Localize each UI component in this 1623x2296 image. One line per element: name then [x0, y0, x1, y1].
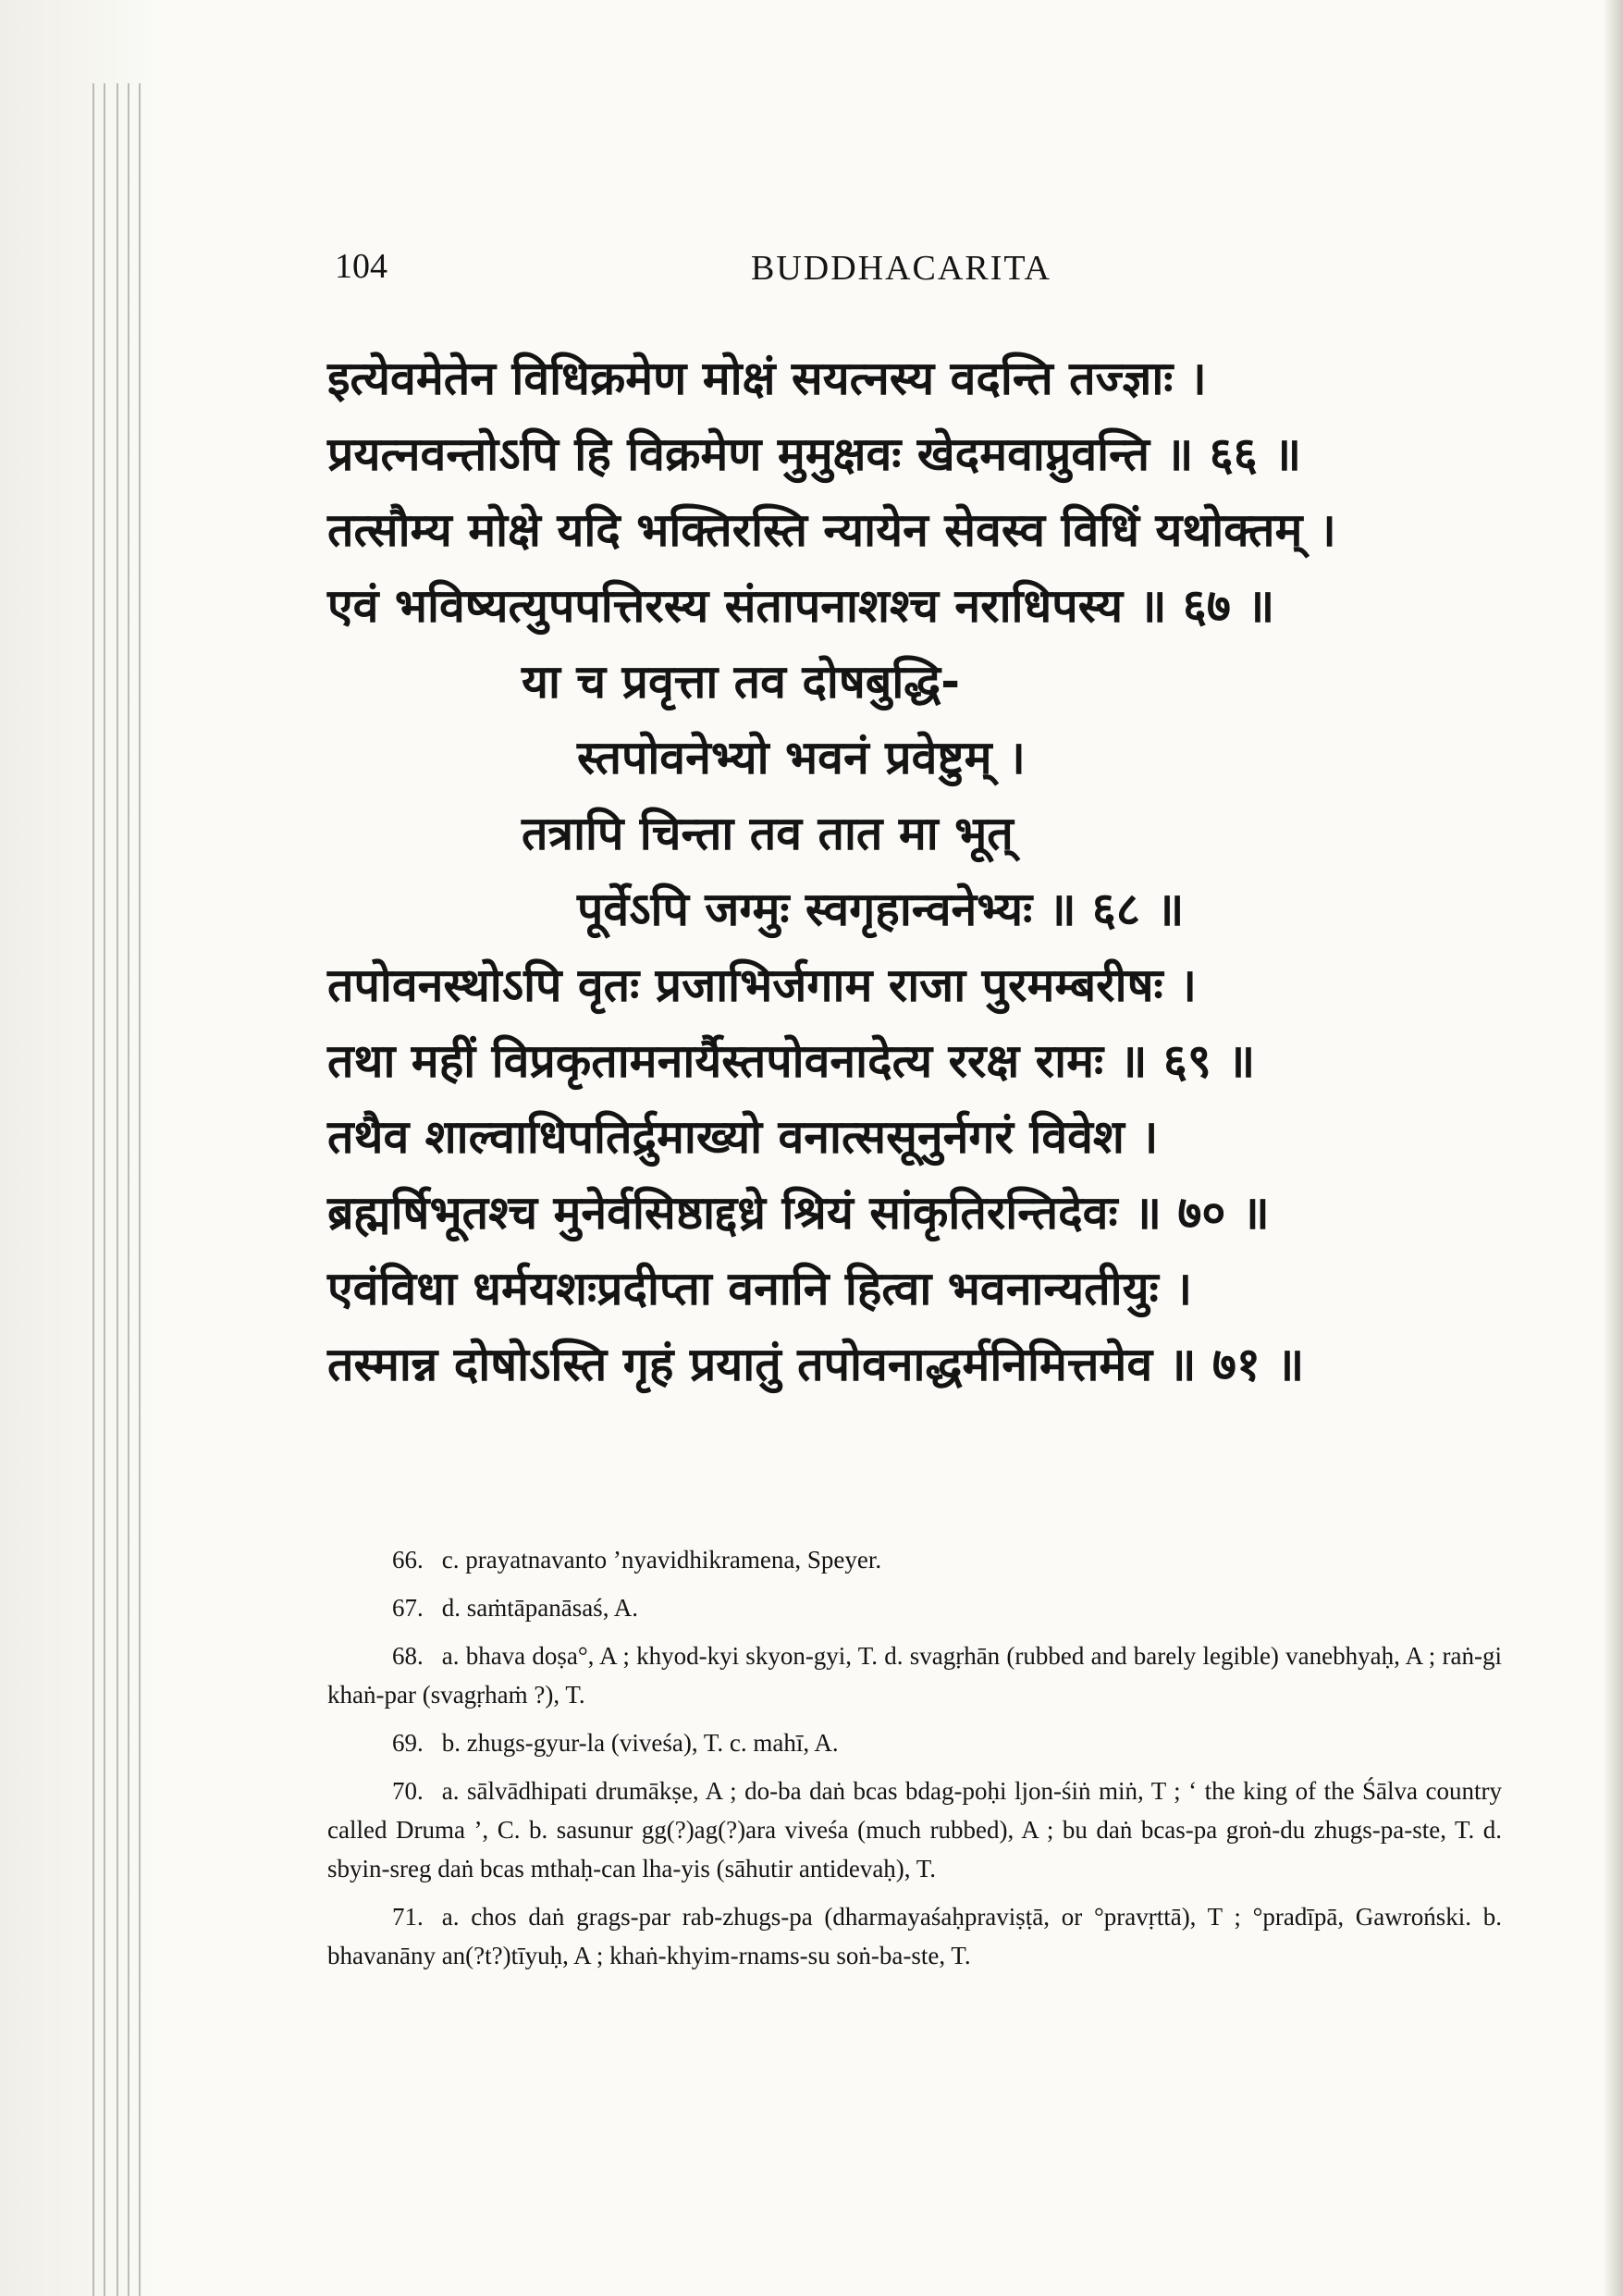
footnote-number: 66.	[392, 1546, 424, 1574]
verse-line: स्तपोवनेभ्यो भवनं प्रवेष्टुम् ।	[577, 731, 1026, 784]
footnote-number: 69.	[392, 1729, 424, 1757]
footnote-number: 71.	[392, 1903, 424, 1931]
sanskrit-verses	[327, 340, 1502, 1402]
binding-line	[117, 83, 118, 2296]
footnote	[327, 1588, 1502, 1627]
footnote-number: 67.	[392, 1594, 424, 1622]
verse-line: पूर्वेऽपि जग्मुः स्वगृहान्वनेभ्यः ॥ ६८ ॥	[577, 883, 1185, 936]
verse-line: या च प्रवृत्ता तव दोषबुद्धि-	[522, 655, 960, 709]
footnote	[327, 1636, 1502, 1714]
verse-line: प्रयत्नवन्तोऽपि हि विक्रमेण मुमुक्षवः खेदमवाप्नुवन्ति ॥ ६६ ॥	[327, 427, 1302, 481]
verse-line: तपोवनस्थोऽपि वृतः प्रजाभिर्जगाम राजा पुरमम्बरीषः ।	[327, 958, 1197, 1012]
verse-line: तत्रापि चिन्ता तव तात मा भूत्	[522, 807, 1014, 860]
footnotes	[327, 1540, 1502, 1984]
footnote	[327, 1723, 1502, 1762]
footnote	[327, 1897, 1502, 1975]
binding-line	[92, 83, 94, 2296]
footnote-text: a. sālvādhipati drumākṣe, A ; do-ba daṅ bcas bdag-poḥi ljon-śiṅ miṅ, T ; ‘ the king of the Śālva country called Druma ’, C. b. sasunur gg(?)ag(?)ara viveśa (much rubbed), A ; bu daṅ bcas-pa groṅ-du zhugs-pa-ste, T. d. sbyin-sreg daṅ bcas mthaḥ-can lha-yis (sāhutir antidevaḥ), T.	[327, 1777, 1502, 1882]
verse-line: तस्मान्न दोषोऽस्ति गृहं प्रयातुं तपोवनाद्धर्मनिमित्तमेव ॥ ७१ ॥	[327, 1338, 1305, 1391]
binding-line	[104, 83, 105, 2296]
page-right-edge	[1603, 0, 1623, 2296]
footnote-text: a. bhava doṣa°, A ; khyod-kyi skyon-gyi, T. d. svagṛhān (rubbed and barely legible) vanebhyaḥ, A ; raṅ-gi khaṅ-par (svagṛhaṁ ?), T.	[327, 1642, 1502, 1709]
running-title: BUDDHACARITA	[751, 249, 1051, 288]
page-left-edge	[0, 0, 157, 2296]
footnote-text: b. zhugs-gyur-la (viveśa), T. c. mahī, A.	[441, 1729, 839, 1757]
binding-line	[128, 83, 129, 2296]
footnote-text: c. prayatnavanto ’nyavidhikramena, Speyer.	[441, 1546, 882, 1574]
footnote	[327, 1771, 1502, 1888]
footnote-number: 70.	[392, 1777, 424, 1805]
footnote-text: d. saṁtāpanāsaś, A.	[441, 1594, 638, 1622]
footnote-text: a. chos daṅ grags-par rab-zhugs-pa (dharmayaśaḥpraviṣṭā, or °pravṛttā), T ; °pradīpā, Gawroński. b. bhavanāny an(?t?)tīyuḥ, A ; khaṅ-khyim-rnams-su soṅ-ba-ste, T.	[327, 1903, 1502, 1969]
verse-line: तथैव शाल्वाधिपतिर्द्रुमाख्यो वनात्ससूनुर्नगरं विवेश ।	[327, 1110, 1159, 1164]
footnote-number: 68.	[392, 1642, 424, 1670]
page-header	[335, 246, 1445, 311]
verse-line: इत्येवमेतेन विधिक्रमेण मोक्षं सयत्नस्य वदन्ति तज्ज्ञाः ।	[327, 352, 1207, 405]
verse-line: एवंविधा धर्मयशःप्रदीप्ता वनानि हित्वा भवनान्यतीयुः ।	[327, 1262, 1193, 1315]
binding-line	[139, 83, 141, 2296]
verse-line: तथा महीं विप्रकृतामनार्यैस्तपोवनादेत्य ररक्ष रामः ॥ ६९ ॥	[327, 1034, 1256, 1088]
verse-line: तत्सौम्य मोक्षे यदि भक्तिरस्ति न्यायेन सेवस्व विधिं यथोक्तम् ।	[327, 503, 1336, 557]
verse-line: एवं भविष्यत्युपपत्तिरस्य संतापनाशश्च नराधिपस्य ॥ ६७ ॥	[327, 579, 1275, 633]
verse-line: ब्रह्मर्षिभूतश्च मुनेर्वसिष्ठाद्दध्रे श्रियं सांकृतिरन्तिदेवः ॥ ७० ॥	[327, 1186, 1270, 1240]
footnote	[327, 1540, 1502, 1579]
page-number: 104	[335, 247, 387, 286]
